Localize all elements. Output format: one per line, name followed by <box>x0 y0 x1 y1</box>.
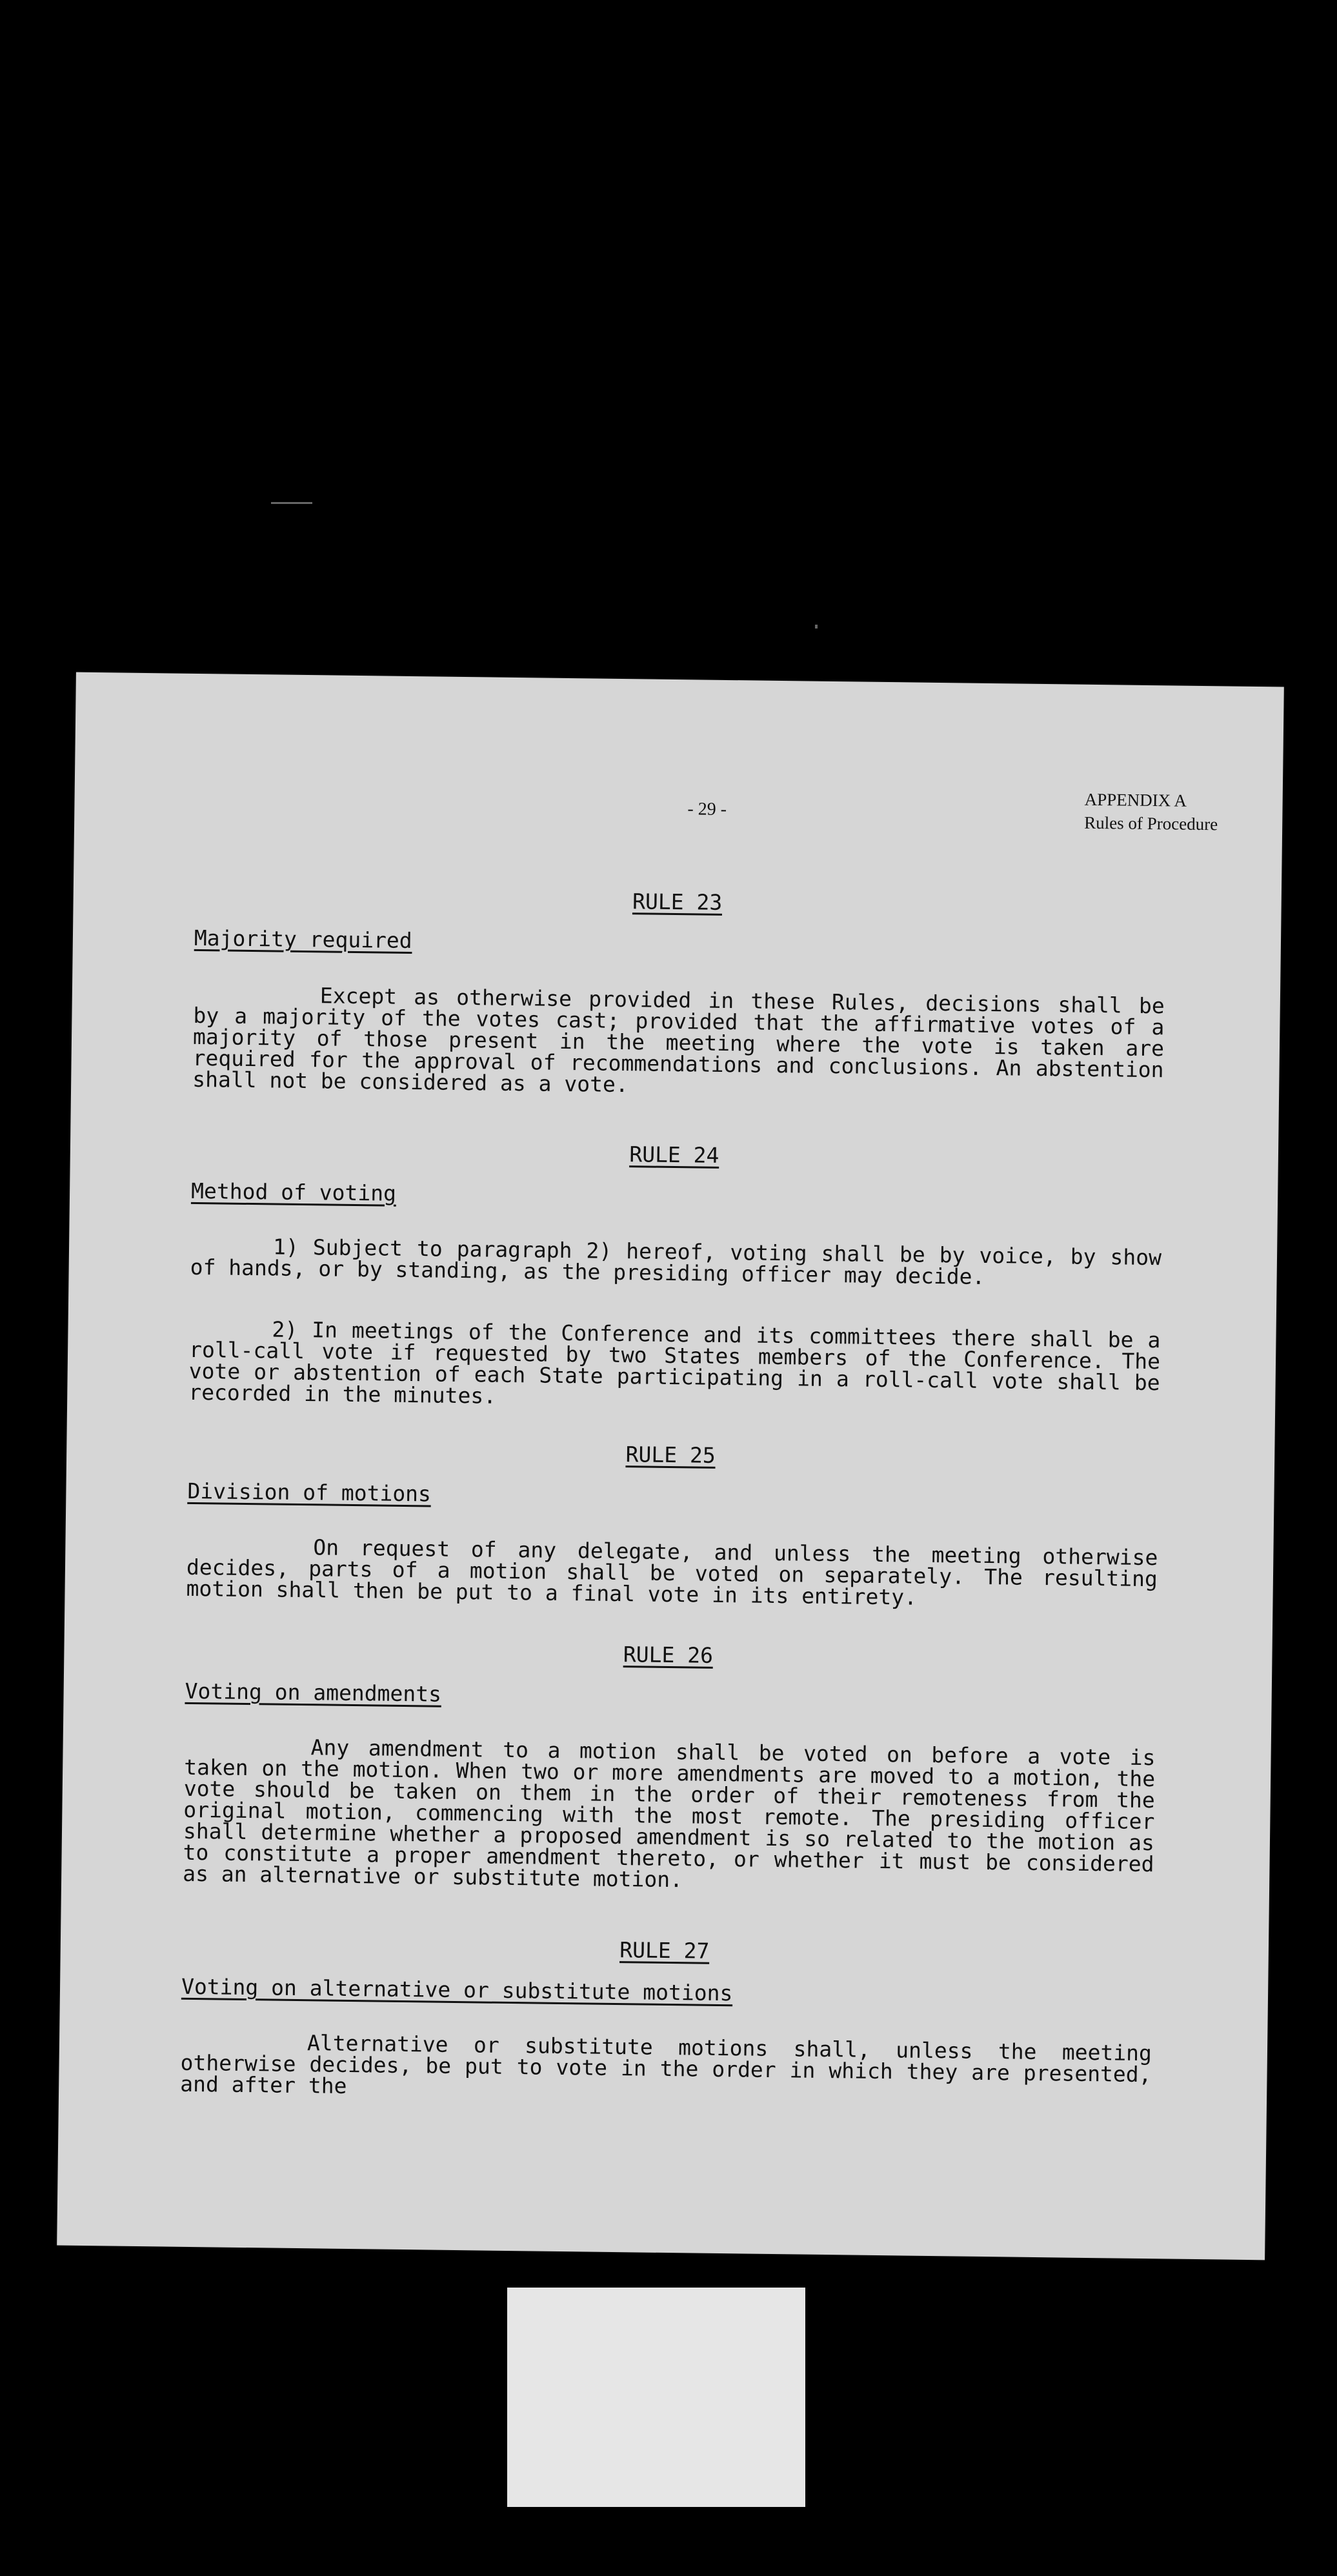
rule-title: RULE 26 <box>623 1642 714 1668</box>
document-page <box>57 672 1284 2260</box>
appendix-header <box>1084 788 1218 836</box>
rule-paragraph: 1) Subject to paragraph 2) hereof, voting shall be by voice, by show of hands, or by standing, as the presiding officer may decide. <box>190 1234 1162 1289</box>
rule-title: RULE 24 <box>629 1142 719 1168</box>
scan-speck <box>271 502 312 504</box>
rule-title: RULE 23 <box>632 889 723 915</box>
blank-card <box>507 2288 805 2507</box>
scan-speck <box>815 625 818 629</box>
section-heading: Voting on amendments <box>185 1678 442 1707</box>
rule-paragraph: Any amendment to a motion shall be voted on before a vote is taken on the motion. When two or more amendments are moved to a motion, the vote should be taken on them in the order of their remoteness from the original motion, commencing with the most remote. The presiding officer shall determine whether a proposed amendment is so related to the motion as to constitute a proper amendment thereto, or whether it must be considered as an alternative or substitute motion. <box>182 1735 1156 1893</box>
rule-title: RULE 27 <box>619 1937 710 1964</box>
appendix-title: APPENDIX A <box>1084 789 1187 810</box>
page-number: - 29 - <box>687 799 727 820</box>
appendix-subtitle: Rules of Procedure <box>1084 812 1218 834</box>
section-heading: Division of motions <box>187 1478 432 1507</box>
section-heading: Majority required <box>194 925 412 954</box>
rule-paragraph: Alternative or substitute motions shall, unless the meeting otherwise decides, be put to vote in the order in which they are presented, and after the <box>180 2030 1152 2098</box>
rule-paragraph: On request of any delegate, and unless the meeting otherwise decides, parts of a motion shall be voted on separately. The resulting motion shall then be put to a final vote in its entirety. <box>186 1535 1158 1610</box>
rule-title: RULE 25 <box>625 1442 716 1468</box>
rule-paragraph: 2) In meetings of the Conference and its committees there shall be a roll-call vote if requested by two States members of the Conference. The vote or abstention of each State participating in a roll-call vote shall be recorded in the minutes. <box>188 1316 1161 1409</box>
section-heading: Method of voting <box>190 1178 397 1206</box>
section-heading: Voting on alternative or substitute motions <box>181 1973 733 2006</box>
rule-paragraph: Except as otherwise provided in these Rules, decisions shall be by a majority of the votes cast; provided that the affirmative votes of a majority of those present in the meeting where the vote is taken are required for the approval of recommendations and conclusions. An abstention shall not be considered as a vote. <box>192 983 1165 1098</box>
